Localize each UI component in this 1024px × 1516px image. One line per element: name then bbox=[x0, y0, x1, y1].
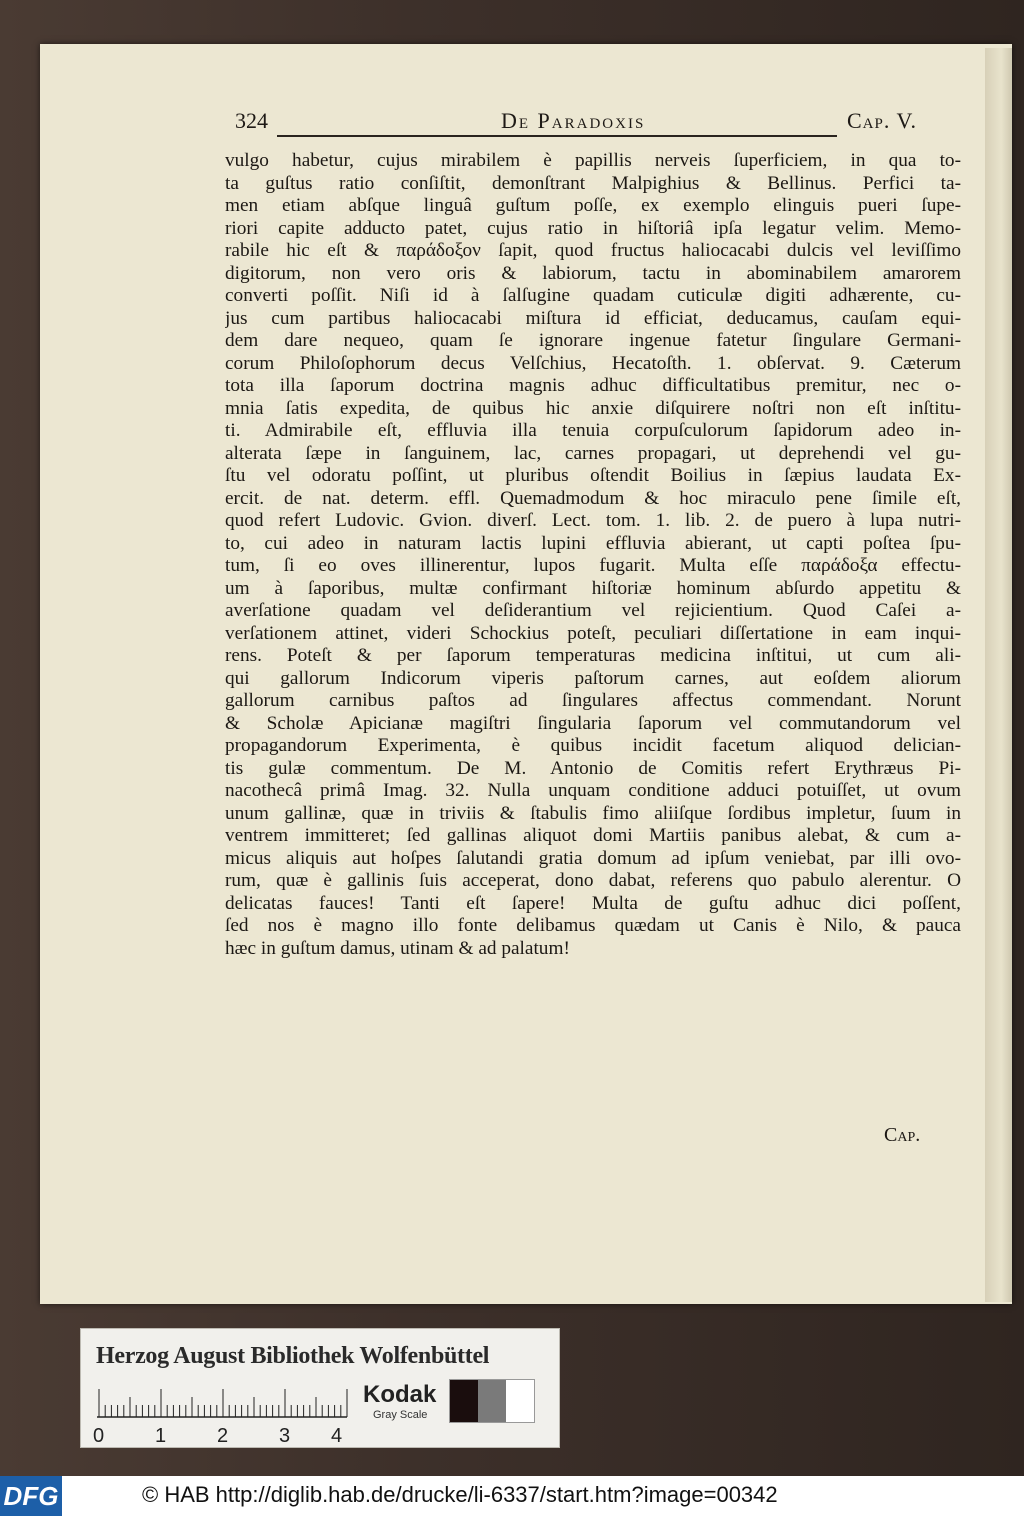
text-line: tum, ſi eo oves illinerentur, lupos fugarit. Multa eſſe παράδοξα effectu- bbox=[225, 555, 961, 576]
header-rule bbox=[277, 135, 837, 137]
text-line: dem dare nequeo, quam ſe ignorare ingenue fatetur ſingulare Germani- bbox=[225, 330, 961, 351]
text-line: riori capite adducto patet, cujus ratio in hiſtoriâ ipſa legatur velim. Memo- bbox=[225, 217, 961, 239]
chapter-label: Cap. V. bbox=[847, 108, 918, 133]
text-line: qui gallorum Indicorum viperis paſtorum carnes, aut eoſdem aliorum bbox=[225, 667, 961, 689]
text-line: mnia ſatis expedita, de quibus hic anxie diſquirere noſtri non eſt inſtitu- bbox=[225, 397, 961, 419]
catchword: Cap. bbox=[884, 1124, 921, 1146]
text-line: to, cui adeo in naturam lactis lupini effluvia abierant, ut capti poſtea ſpu- bbox=[225, 532, 961, 554]
library-name: Herzog August Bibliothek Wolfenbüttel bbox=[96, 1343, 490, 1369]
ruler-number: 2 bbox=[217, 1425, 229, 1447]
text-line: verſationem attinet, videri Schockius poteſt, peculiari diſſertatione in eam inqui- bbox=[225, 622, 961, 644]
text-line: propagandorum Experimenta, è quibus incidit facetum aliquod delician- bbox=[225, 735, 961, 756]
text-line: men etiam abſque linguâ guſtum poſſe, ex exemplo elinguis pueri ſupe- bbox=[225, 195, 961, 216]
text-line: & Scholæ Apicianæ magiſtri ſingularia ſaporum vel commutandorum vel bbox=[225, 712, 961, 734]
grayscale-label: Gray Scale bbox=[373, 1409, 428, 1421]
gray-swatch bbox=[478, 1380, 506, 1422]
text-line: corum Philoſophorum decus Velſchius, Hecatoſth. 1. obſervat. 9. Cæterum bbox=[225, 352, 961, 374]
copyright-link[interactable]: © HAB http://diglib.hab.de/drucke/li-6337/start.htm?image=00342 bbox=[142, 1482, 778, 1507]
page-edge bbox=[985, 48, 1012, 1302]
text-line: nacothecâ primâ Imag. 32. Nulla unquam conditione adduci potuiſſet, ut ovum bbox=[225, 780, 961, 801]
text-line: ſed nos è magno illo fonte delibamus quædam ut Canis è Nilo, & pauca bbox=[225, 915, 961, 936]
text-line: gallorum carnibus paſtos ad ſingulares affectus commendant. Norunt bbox=[225, 690, 961, 711]
text-line: unum gallinæ, quæ in triviis & ſtabulis fimo aliiſque ſordibus impletur, ſuum in bbox=[225, 802, 961, 824]
text-line: ventrem immitteret; ſed gallinas aliquot domi Martiis panibus alebat, & cum a- bbox=[225, 825, 961, 846]
gray-swatch bbox=[506, 1380, 534, 1422]
ruler-number: 4 bbox=[331, 1425, 343, 1447]
running-head bbox=[235, 108, 935, 138]
dfg-logo: DFG bbox=[0, 1476, 62, 1516]
text-line: delicatas fauces! Tanti eſt ſapere! Multa de guſtu adhuc dici poſſent, bbox=[225, 892, 961, 914]
ruler-number: 3 bbox=[279, 1425, 291, 1447]
text-line: um à ſaporibus, multæ confirmant hiſtoriæ hominum abſurdo appetitu & bbox=[225, 577, 961, 599]
text-line: ſtu vel odoratu poſſint, ut pluribus oſtendit Boilius in ſæpius laudata Ex- bbox=[225, 465, 961, 486]
text-line: hæc in guſtum damus, utinam & ad palatum! bbox=[225, 937, 570, 959]
text-line: ti. Admirabile eſt, effluvia illa tenuia corpuſculorum ſapidorum adeo in- bbox=[225, 420, 961, 441]
text-line: vulgo habetur, cujus mirabilem è papillis nerveis ſuperficiem, in qua to- bbox=[225, 150, 961, 171]
text-line: digitorum, non vero oris & labiorum, tactu in abominabilem amarorem bbox=[225, 262, 961, 284]
text-line: micus aliquis aut hoſpes ſalutandi gratia domum ad ipſum veniebat, par illi ovo- bbox=[225, 847, 961, 869]
text-line: rum, quæ è gallinis ſuis acceperat, dono dabat, referens quo pabulo alerentur. O bbox=[225, 870, 961, 891]
footer-bar bbox=[0, 1476, 1024, 1516]
text-line: tis gulæ commentum. De M. Antonio de Comitis refert Erythræus Pi- bbox=[225, 757, 961, 779]
gray-swatch bbox=[450, 1380, 478, 1422]
page-number: 324 bbox=[235, 108, 268, 133]
text-line: quod refert Ludovic. Gvion. diverſ. Lect. tom. 1. lib. 2. de puero à lupa nutri- bbox=[225, 510, 961, 531]
ruler-number: 0 bbox=[93, 1425, 105, 1447]
text-line: ercit. de nat. determ. effl. Quemadmodum & hoc miraculo pene ſimile eſt, bbox=[225, 487, 961, 509]
kodak-logo: Kodak bbox=[363, 1381, 437, 1408]
body-text bbox=[225, 150, 961, 960]
text-line: averſatione quadam vel deſiderantium vel rejicientium. Quod Caſei a- bbox=[225, 600, 961, 621]
running-title: De Paradoxis bbox=[501, 108, 646, 133]
text-line: alterata ſæpe in ſanguinem, lac, carnes propagari, ut deprehendi vel gu- bbox=[225, 442, 961, 464]
ruler bbox=[97, 1387, 357, 1419]
text-line: rabile hic eſt & παράδοξον ſapit, quod fructus haliocacabi dulcis vel leviſſimo bbox=[225, 240, 961, 261]
text-line: converti poſſit. Niſi id à ſalſugine quadam cuticulæ digiti adhærente, cu- bbox=[225, 285, 961, 306]
ruler-number: 1 bbox=[155, 1425, 167, 1447]
text-line: ta guſtus ratio conſiſtit, demonſtrant Malpighius & Bellinus. Perfici ta- bbox=[225, 172, 961, 194]
text-line: tota illa ſaporum doctrina magnis adhuc difficultatibus premitur, nec o- bbox=[225, 375, 961, 396]
text-line: rens. Poteſt & per ſaporum temperaturas medicina inſtitui, ut cum ali- bbox=[225, 645, 961, 666]
gray-swatches bbox=[449, 1379, 535, 1423]
text-line: jus cum partibus haliocacabi miſtura id efficiat, deducamus, cauſam equi- bbox=[225, 307, 961, 329]
color-calibration-card bbox=[80, 1328, 560, 1448]
